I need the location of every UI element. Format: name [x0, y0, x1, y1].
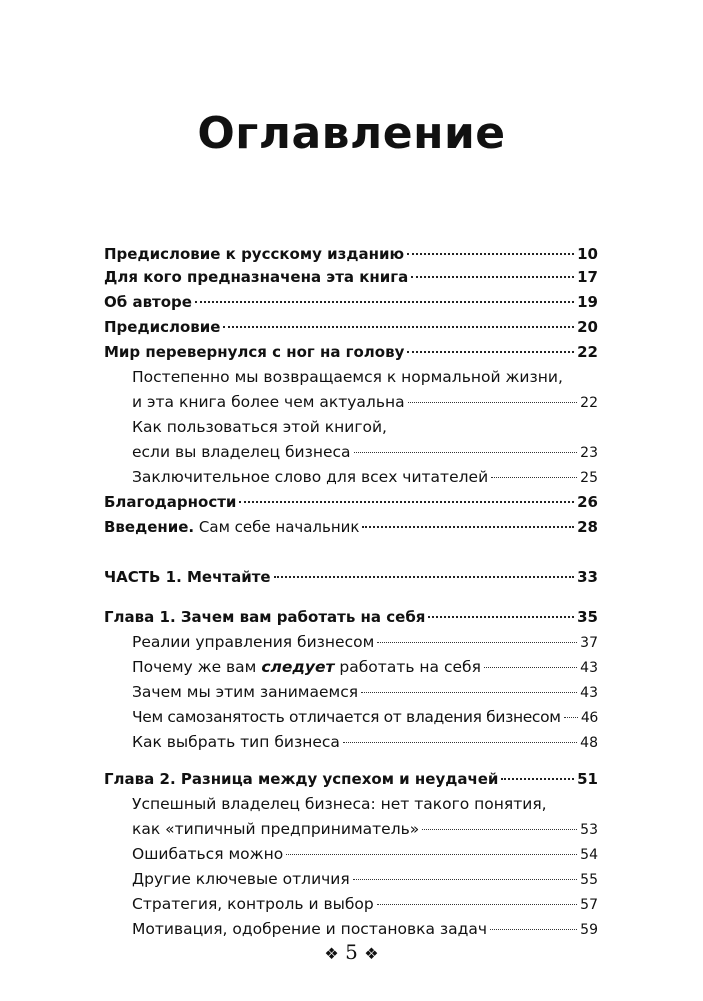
toc-entry-title: Зачем мы этим занимаемся: [132, 683, 359, 701]
toc-entry-page: 33: [577, 568, 598, 586]
dot-leader: [343, 742, 577, 743]
toc-entry-page: 23: [580, 445, 598, 461]
dot-leader: [195, 301, 574, 303]
toc-entry-title: [132, 655, 481, 680]
dot-leader: [422, 829, 577, 830]
spacer: [104, 590, 598, 605]
page-title: Оглавление: [197, 108, 506, 159]
dot-leader: [408, 402, 578, 403]
toc-subentry[interactable]: [104, 842, 598, 867]
toc-entry[interactable]: [104, 340, 598, 365]
toc-entry-page: 28: [577, 518, 598, 536]
toc-part[interactable]: [104, 565, 598, 590]
toc-entry-title: Для кого предназначена эта книга: [104, 268, 409, 286]
toc-entry-title: Об авторе: [104, 293, 192, 311]
toc-entry-title: Как выбрать тип бизнеса: [132, 733, 340, 751]
toc-entry-title: Другие ключевые отличия: [132, 870, 350, 888]
toc-entry-title: ЧАСТЬ 1. Мечтайте: [104, 568, 271, 586]
toc-subentry[interactable]: [104, 817, 598, 842]
toc-subentry[interactable]: [104, 390, 598, 415]
toc-subentry[interactable]: [104, 730, 598, 755]
spacer: [104, 755, 598, 767]
toc-subentry[interactable]: [104, 440, 598, 465]
dot-leader: [223, 326, 574, 328]
dot-leader: [377, 642, 577, 643]
toc-entry[interactable]: [104, 243, 598, 265]
toc-subentry[interactable]: [104, 630, 598, 655]
toc-subentry[interactable]: [104, 705, 598, 730]
toc-entry-page: 17: [577, 268, 598, 286]
toc-entry-page: 26: [577, 493, 598, 511]
table-of-contents: [104, 243, 598, 942]
toc-entry-title: Реалии управления бизнесом: [132, 633, 375, 651]
toc-entry-page: 22: [580, 395, 598, 411]
dot-leader: [564, 717, 578, 718]
dot-leader: [491, 477, 577, 478]
dot-leader: [407, 253, 574, 255]
toc-entry-page: 54: [580, 847, 598, 863]
dot-leader: [274, 576, 575, 578]
toc-entry-title: Стратегия, контроль и выбор: [132, 895, 374, 913]
toc-entry[interactable]: [104, 490, 598, 515]
toc-entry-title: Мир перевернулся с ног на голову: [104, 343, 405, 361]
toc-entry-title: Предисловие: [104, 318, 221, 336]
dot-leader: [377, 904, 577, 905]
toc-entry[interactable]: [104, 290, 598, 315]
dot-leader: [407, 351, 574, 353]
toc-subentry[interactable]: [104, 465, 598, 490]
toc-chapter[interactable]: [104, 605, 598, 630]
toc-entry-title: Благодарности: [104, 493, 237, 511]
toc-entry-title: как «типичный предприниматель»: [132, 820, 420, 838]
toc-entry-title: если вы владелец бизнеса: [132, 443, 351, 461]
title-part: работать на себя: [334, 658, 481, 676]
toc-subentry[interactable]: [104, 867, 598, 892]
toc-entry-title: [104, 515, 359, 540]
page-number: 5: [345, 940, 358, 964]
dot-leader: [353, 879, 577, 880]
toc-entry-page: 22: [577, 343, 598, 361]
toc-entry-title: Чем самозанятость отличается от владения бизнесом: [132, 708, 561, 726]
ornament-icon: ❖: [324, 944, 339, 963]
title-part: Почему же вам: [132, 658, 262, 676]
toc-entry-title: Ошибаться можно: [132, 845, 284, 863]
toc-subentry[interactable]: [104, 892, 598, 917]
toc-entry-page: 46: [580, 710, 598, 726]
toc-entry-title: Мотивация, одобрение и постановка задач: [132, 920, 488, 938]
toc-entry-page: 43: [580, 685, 598, 701]
dot-leader: [428, 616, 574, 618]
dot-leader: [411, 276, 574, 278]
toc-entry-page: 57: [580, 897, 598, 913]
toc-subentry[interactable]: [104, 917, 598, 942]
toc-entry-page: 43: [580, 660, 598, 676]
toc-entry-title: Заключительное слово для всех читателей: [132, 468, 489, 486]
toc-entry-page: 48: [580, 735, 598, 751]
toc-chapter[interactable]: [104, 767, 598, 792]
toc-entry-title-line[interactable]: Успешный владелец бизнеса: нет такого понятия,: [132, 795, 547, 813]
emphasis-word: следует: [261, 658, 335, 676]
toc-entry-title: и эта книга более чем актуальна: [132, 393, 405, 411]
spacer: [104, 540, 598, 565]
dot-leader: [490, 929, 577, 930]
toc-entry[interactable]: [104, 515, 598, 540]
dot-leader: [484, 667, 577, 668]
toc-entry-page: 51: [577, 770, 598, 788]
toc-entry-page: 10: [577, 245, 598, 263]
toc-entry-page: 19: [577, 293, 598, 311]
toc-subentry[interactable]: [104, 680, 598, 705]
toc-entry[interactable]: [104, 315, 598, 340]
dot-leader: [354, 452, 578, 453]
toc-entry-title-line[interactable]: Как пользоваться этой книгой,: [132, 418, 387, 436]
toc-entry-page: 55: [580, 872, 598, 888]
dot-leader: [501, 778, 574, 780]
toc-entry-title: Глава 2. Разница между успехом и неудачей: [104, 770, 499, 788]
toc-entry-page: 25: [580, 470, 598, 486]
intro-subtitle: Сам себе начальник: [194, 518, 360, 536]
dot-leader: [286, 854, 577, 855]
toc-entry-title: Предисловие к русскому изданию: [104, 245, 405, 263]
ornament-icon: ❖: [364, 944, 379, 963]
dot-leader: [362, 526, 574, 528]
dot-leader: [239, 501, 574, 503]
toc-entry-title-line[interactable]: Постепенно мы возвращаемся к нормальной жизни,: [132, 368, 563, 386]
toc-entry-page: 35: [577, 608, 598, 626]
toc-entry-page: 37: [580, 635, 598, 651]
toc-entry-page: 59: [580, 922, 598, 938]
toc-entry[interactable]: [104, 265, 598, 290]
dot-leader: [361, 692, 577, 693]
intro-label: Введение.: [104, 518, 195, 536]
toc-entry-page: 20: [577, 318, 598, 336]
toc-entry-page: 53: [580, 822, 598, 838]
toc-entry-title: Глава 1. Зачем вам работать на себя: [104, 608, 426, 626]
page-footer: [0, 940, 703, 964]
toc-subentry[interactable]: [104, 655, 598, 680]
